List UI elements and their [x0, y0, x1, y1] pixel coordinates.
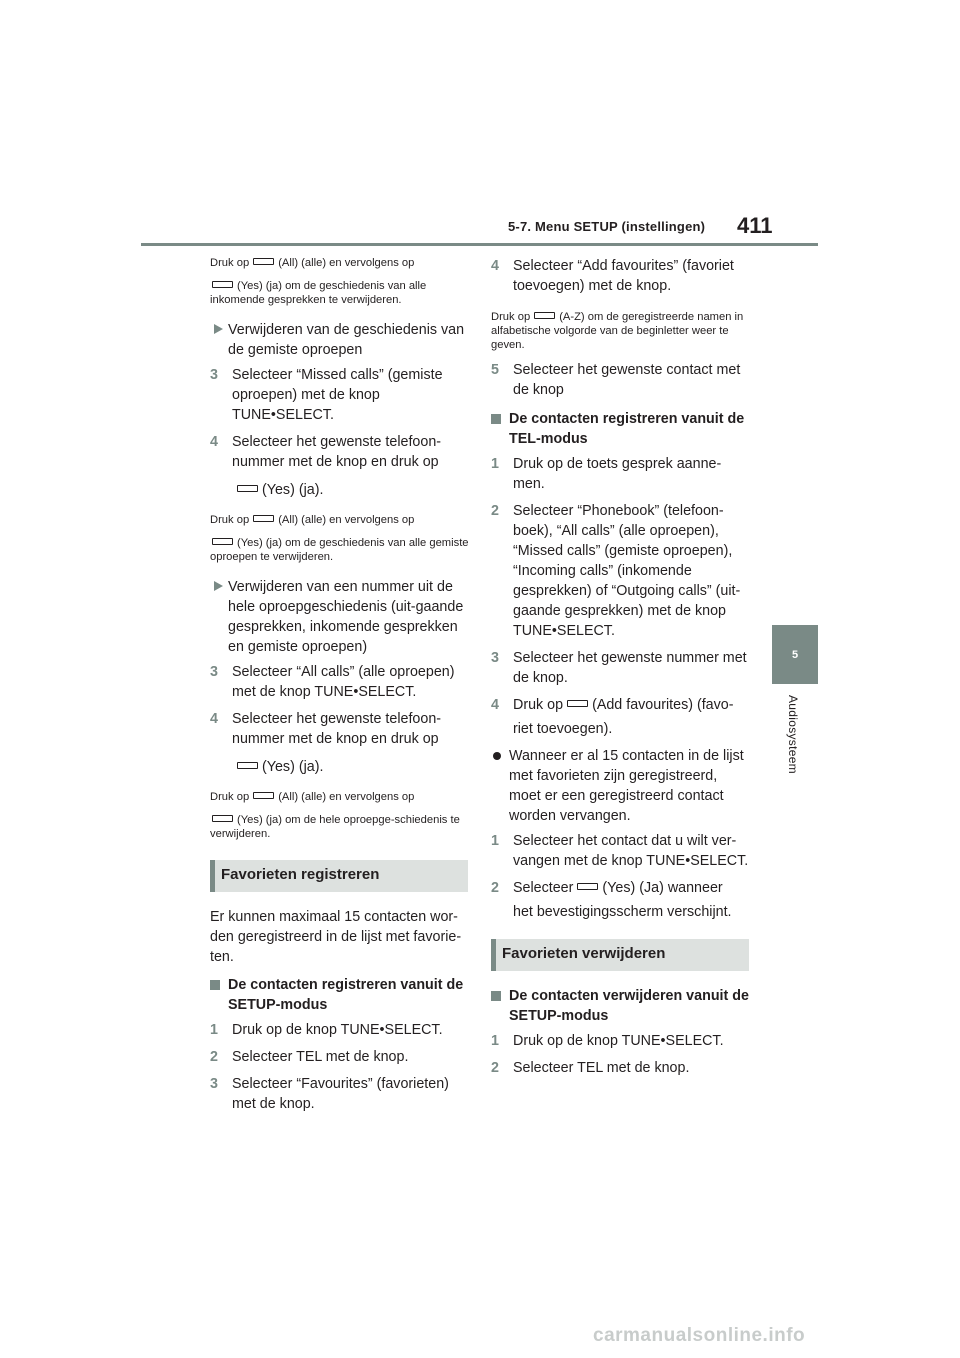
left-column [210, 256, 470, 1121]
button-icon [567, 700, 588, 707]
triangle-bullet-icon [214, 581, 223, 591]
right-column [491, 256, 751, 1085]
step: 5 Selecteer het gewenste contact met de knop [491, 362, 741, 398]
dot-note: Wanneer er al 15 contacten in de lijst met favorieten zijn geregistreerd, moet er een geregistreerd contact worden vervangen. [491, 746, 751, 826]
square-bullet-icon [491, 991, 501, 1001]
section-heading: Favorieten verwijderen [491, 939, 749, 971]
square-heading: De contacten registreren vanuit de TEL-modus [491, 409, 751, 449]
step: 4 Druk op (Add favourites) (favo- riet toevoegen). [491, 697, 734, 737]
note-missed: Druk op (All) (alle) en vervolgens op (Yes) (ja) om de geschiedenis van alle gemiste oproepen te verwijderen. [210, 514, 469, 563]
section-title: 5-7. Menu SETUP (instellingen) [508, 219, 706, 234]
button-icon [237, 762, 258, 769]
step: 3 Selecteer het gewenste nummer met de knop. [491, 650, 747, 686]
step: 4 Selecteer “Add favourites” (favoriet toevoegen) met de knop. [491, 258, 734, 294]
step: 4 Selecteer het gewenste telefoon-nummer met de knop en druk op (Yes) (ja). [210, 711, 442, 775]
note-incoming: Druk op (All) (alle) en vervolgens op (Yes) (ja) om de geschiedenis van alle inkomende gesprekken te verwijderen. [210, 257, 427, 306]
watermark: carmanualsonline.info [593, 1325, 806, 1346]
button-icon [534, 312, 555, 319]
button-icon [212, 538, 233, 545]
triangle-bullet-icon [214, 324, 223, 334]
button-icon [253, 792, 274, 799]
button-icon [253, 515, 274, 522]
square-bullet-icon [491, 414, 501, 424]
section-heading: Favorieten registreren [210, 860, 468, 892]
button-icon [577, 883, 598, 890]
note-az: Druk op (A-Z) om de geregistreerde namen in alfabetische volgorde van de beginletter weer te geven. [491, 311, 744, 351]
chapter-tab: 5 [772, 625, 818, 684]
note-all: Druk op (All) (alle) en vervolgens op (Yes) (ja) om de hele oproepge-schiedenis te verwijderen. [210, 791, 460, 840]
step: 2 Selecteer TEL met de knop. [210, 1049, 409, 1065]
chapter-label: Audiosysteem [786, 695, 800, 774]
square-bullet-icon [210, 980, 220, 990]
sub-heading: Verwijderen van een nummer uit de hele oproepgeschiedenis (uit-gaande gesprekken, inkomende gesprekken en gemiste oproepen) [210, 577, 470, 657]
button-icon [212, 281, 233, 288]
header-rule [141, 243, 818, 246]
step: 3 Selecteer “Missed calls” (gemiste oproepen) met de knop TUNE•SELECT. [210, 367, 443, 423]
step: 1 Druk op de knop TUNE•SELECT. [491, 1033, 724, 1049]
step: 2 Selecteer (Yes) (Ja) wanneer het bevestigingsscherm verschijnt. [491, 880, 732, 920]
button-icon [237, 485, 258, 492]
step: 2 Selecteer TEL met de knop. [491, 1060, 690, 1076]
step: 1 Druk op de knop TUNE•SELECT. [210, 1022, 443, 1038]
sub-heading: Verwijderen van de geschiedenis van de gemiste oproepen [210, 320, 470, 360]
step: 3 Selecteer “Favourites” (favorieten) met de knop. [210, 1076, 449, 1112]
step: 3 Selecteer “All calls” (alle oproepen) met de knop TUNE•SELECT. [210, 664, 455, 700]
button-icon [253, 258, 274, 265]
square-heading: De contacten registreren vanuit de SETUP-modus [210, 975, 470, 1015]
intro-paragraph: Er kunnen maximaal 15 contacten wor-den geregistreerd in de lijst met favorie-ten. [210, 909, 462, 965]
square-heading: De contacten verwijderen vanuit de SETUP-modus [491, 986, 751, 1026]
step: 1 Selecteer het contact dat u wilt ver-vangen met de knop TUNE•SELECT. [491, 833, 749, 869]
step: 1 Druk op de toets gesprek aanne-men. [491, 456, 722, 492]
step: 4 Selecteer het gewenste telefoon-nummer met de knop en druk op (Yes) (ja). [210, 434, 442, 498]
page-number: 411 [737, 213, 773, 238]
dot-bullet-icon [493, 752, 501, 760]
step: 2 Selecteer “Phonebook” (telefoon-boek), “All calls” (alle oproepen), “Missed calls” (gemiste oproepen), “Incoming calls” (inkomende gesprekken) of “Outgoing calls” (uit-gaande gesprekken) met de knop TUNE•SELECT. [491, 503, 741, 639]
button-icon [212, 815, 233, 822]
